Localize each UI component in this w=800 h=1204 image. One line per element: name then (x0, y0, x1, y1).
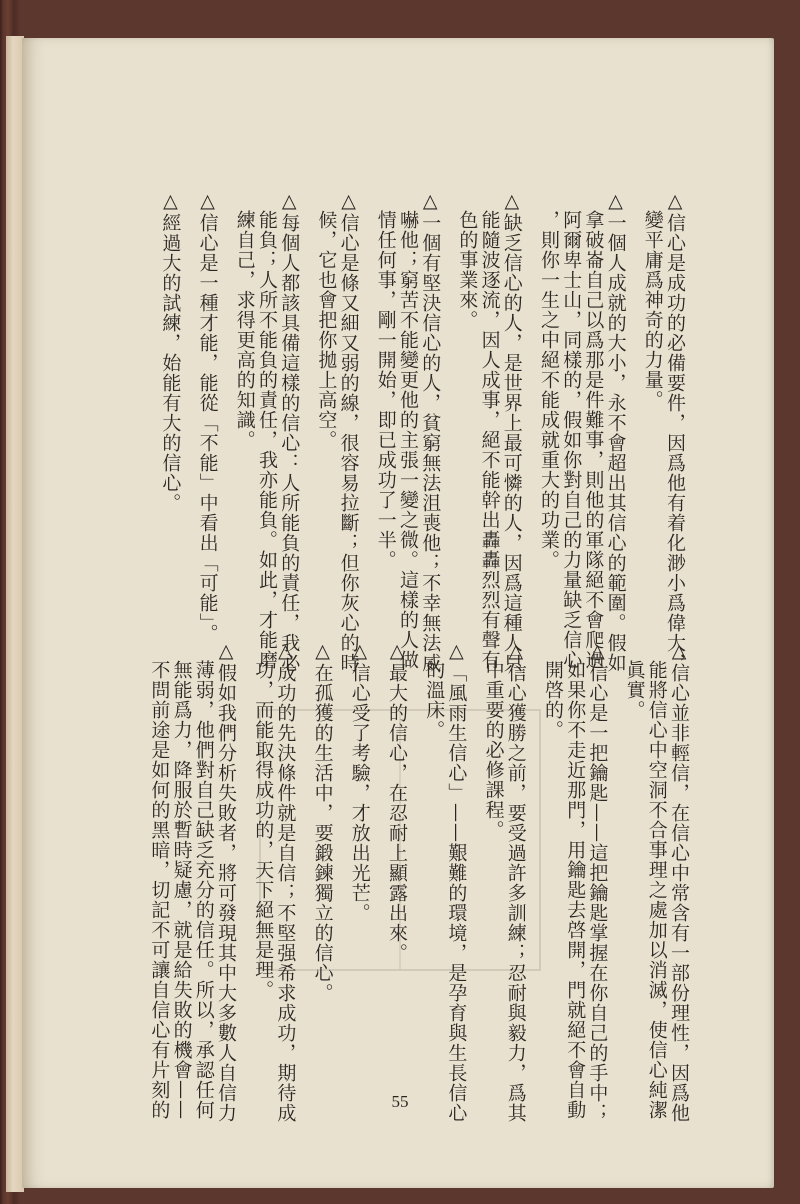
lower-section-line: △「風雨生信心」——艱難的環境，是孕育與生長信心 (445, 640, 468, 1123)
upper-section-line: △缺乏信心的人，是世界上最可憐的人，因爲這種人只 (500, 190, 523, 673)
lower-section-line: 能將信心中空洞不合事理之處加以消滅，使信心純潔 (645, 660, 668, 1120)
upper-section-line: △信心是條又細又弱的線，很容易拉斷；但你灰心的時 (337, 190, 360, 673)
upper-section-line: 情任何事，剛一開始，即已成功了一半。 (374, 210, 397, 570)
lower-section-line: △最大的信心，在忍耐上顯露出來。 (386, 640, 408, 963)
lower-section-line: 不問前途是如何的黑暗，切記不可讓自信心有片刻的 (148, 660, 171, 1120)
upper-section-line: 候，它也會把你拋上高空。 (315, 210, 338, 450)
upper-section-line: 變平庸爲神奇的力量。 (641, 210, 664, 410)
upper-section-line: 阿爾卑士山，同樣的，假如你對自己的力量缺乏信心 (560, 210, 583, 670)
upper-section-line: 色的事業來。 (456, 210, 479, 330)
upper-section-line: △信心是成功的必備要件，因爲他有着化渺小爲偉大， (664, 190, 686, 673)
upper-section-line: △每個人都該具備這樣的信心：人所能負的責任，我必 (278, 190, 301, 673)
lower-section-line: △信心是一把鑰匙——這把鑰匙掌握在你自己的手中； (586, 640, 609, 1123)
upper-section-line: 嚇他；窮苦不能變更他的主張一變之微。這樣的人做 (397, 210, 419, 670)
lower-section-line: △在孤獲的生活中，要鍛鍊獨立的信心。 (311, 640, 334, 1003)
lower-section-line: 開啓的。 (542, 660, 564, 740)
lower-section-line: △信心並非輕信，在信心中常含有一部份理性，因爲他 (668, 640, 690, 1123)
upper-section-line: 能負；人所不能負的責任，我亦能負。如此，才能磨 (256, 210, 278, 670)
upper-section-line: 能隨波逐流，因人成事，絕不能幹出轟轟烈烈有聲有 (478, 210, 501, 670)
lower-section-line: △信心受了考驗，才放出光芒。 (348, 640, 371, 923)
lower-section-line: 無能爲力，降服於暫時疑慮，就是給失敗的機會—— (170, 660, 193, 1120)
lower-section-line: △信心獲勝之前，要受過許多訓練；忍耐與毅力，爲其 (504, 640, 527, 1123)
upper-section-line: ，則你一生之中絕不能成就重大的功業。 (538, 210, 560, 570)
lower-section-line: 功，而能取得成功的，天下絕無是理。 (252, 660, 275, 1000)
upper-section-line: 練自己，求得更高的知識。 (233, 210, 256, 450)
lower-section-line: 中重要的必修課程。 (482, 660, 505, 840)
upper-section-line: △經過大的試練，始能有大的信心。 (159, 190, 182, 513)
lower-section-line: 的溫床。 (423, 660, 446, 740)
lower-section-line: 眞實。 (623, 660, 646, 720)
upper-section-line: △一個人成就的大小，永不會超出其信心的範圍。假如 (604, 190, 627, 673)
upper-section-line: △信心是一種才能，能從「不能」中看出「可能」。 (196, 190, 219, 644)
upper-section-line: 拿破崙自己以爲那是件難事，則他的軍隊絕不會爬過 (582, 210, 605, 670)
lower-section-line: △成功的先決條件就是自信；不堅强希求成功，期待成 (274, 640, 297, 1123)
upper-section-line: △一個有堅決信心的人，貧窮無法沮喪他；不幸無法威 (419, 190, 442, 673)
lower-section-line: 薄弱，他們對自己缺乏充分的信任。所以，承認任何 (192, 660, 215, 1120)
lower-section-line: 如果你不走近那門，用鑰匙去啓開，門就絕不會自動 (564, 660, 587, 1120)
lower-section-line: △假如我們分析失敗者，將可發現其中大多數人自信力 (215, 640, 237, 1123)
page-number: 55 (391, 1092, 409, 1111)
